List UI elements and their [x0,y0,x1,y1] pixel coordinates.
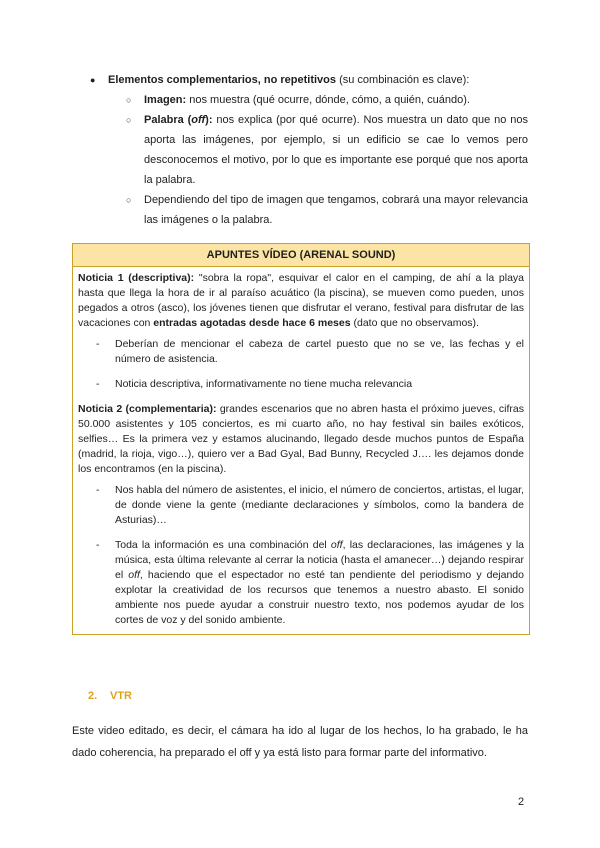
dash-marker: - [96,539,100,551]
circle-bullet-icon: ○ [126,95,132,105]
dash-item: - Nos habla del número de asistentes, el inicio, el número de conciertos, artistas, el lugar, de donde viene la gente (mediante declaraciones y símbolos, como la bandera de Asturias)… [96,484,524,526]
bullet-dot-icon: ● [90,75,96,85]
sub-bullet-item [88,90,528,110]
dash-marker: - [96,484,100,496]
dash-item: - Noticia descriptiva, informativamente no tiene mucha relevancia [96,378,413,390]
sub-bullet-item [88,110,528,190]
circle-bullet-icon: ○ [126,195,132,205]
section-heading [88,690,132,702]
bullet-text: (su combinación es clave): [336,74,470,86]
dash-item: - Deberían de mencionar el cabeza de cartel puesto que no se ve, las fechas y el número de asistencia. [96,338,524,365]
notes-box-body [73,267,529,634]
circle-bullet-icon: ○ [126,115,132,125]
bullet-bold-text: Elementos complementarios, no repetitivos [108,74,337,86]
page-number: 2 [518,796,525,808]
notes-box-header: APUNTES VÍDEO (ARENAL SOUND) [73,244,529,267]
bullet-item [88,70,528,90]
noticia-1-paragraph: Noticia 1 (descriptiva): "sobra la ropa", esquivar el calor en el camping, de ahí a la playa hasta que llega la hora de ir al paraíso acuático (la piscina), se mueven como pueden, unos pegados a otros (asco), los jóvenes tienen que disfrutar el verano, festival para disfrutar de las vacaciones con entradas agotadas desde hace 6 meses (dato que no observamos). [78,272,524,329]
sub-bullet-text: nos muestra (qué ocurre, dónde, cómo, a quién, cuándo). [186,94,470,106]
sub-bullet-text: nos explica (por qué ocurre). Nos muestra un dato que no nos aporta las imágenes, por ejemplo, si un edificio se cae lo vemos pero desconocemos el motivo, por lo que es importante ese porqué que nos aporta la palabra. [144,114,529,186]
dash-marker: - [96,378,100,390]
sub-bullet-bold: Palabra (off): [144,114,213,126]
bullet-list [88,70,528,230]
notes-box [72,243,530,635]
sub-bullet-item [88,190,528,230]
dash-item: - Toda la información es una combinación del off, las declaraciones, las imágenes y la música, esta última relevante al cerrar la noticia (hasta el amanecer…) dejando respirar el off, haciendo que el espectador no esté tan pendiente del periodismo y dejando explotar la creatividad de los recursos que tenemos a nuestro abasto. El sonido ambiente nos puede ayudar a construir nuestro texto, nos podemos ayudar de los cortes de voz y del sonido ambiente. [96,539,524,626]
sub-bullet-bold: Imagen: [144,94,187,106]
body-paragraph: Este video editado, es decir, el cámara ha ido al lugar de los hechos, lo ha grabado, le ha dado coherencia, ha preparado el off y ya está listo para formar parte del informativo. [72,725,528,759]
section-number: 2. [88,690,98,702]
noticia-2-paragraph: Noticia 2 (complementaria): grandes escenarios que no abren hasta el próximo jueves, cifras 50.000 asistentes y 105 conciertos, es mi cuarto año, no hay festival sin bailes exóticos, selfies… Es la primera vez y estamos alucinando, llegado desde muchos puntos de España (madrid, la rioja, vigo…), quiero ver a Bad Gyal, Bad Bunny, Recycled J…. les dejamos donde los encontramos (en la piscina). [78,403,524,475]
dash-marker: - [96,338,100,350]
section-title: VTR [110,690,132,702]
sub-bullet-text: Dependiendo del tipo de imagen que tengamos, cobrará una mayor relevancia las imágenes o la palabra. [144,194,528,226]
